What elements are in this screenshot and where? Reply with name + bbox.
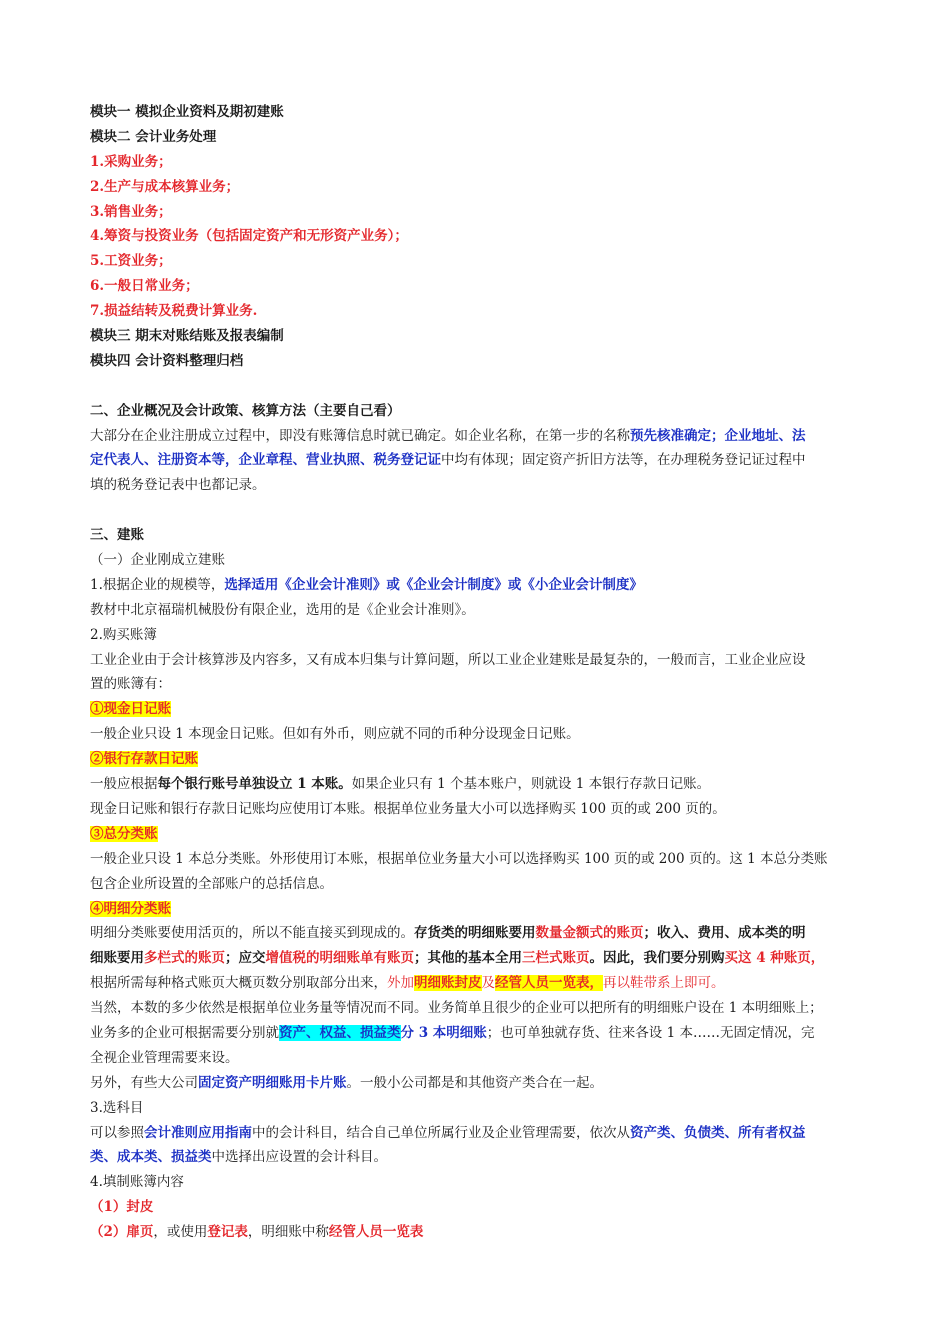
text-run: 资产类、负债类、所有者权益 — [630, 1124, 806, 1141]
paragraph-line: 4.填制账簿内容 — [90, 1174, 184, 1191]
paragraph-line — [90, 1145, 862, 1170]
book2-title: ②银行存款日记账 — [90, 751, 198, 768]
text-run: 定代表人、注册资本等，企业章程、营业执照、税务登记证 — [90, 452, 441, 469]
text-run: 中均有体现；固定资产折旧方法等，在办理税务登记证过程中 — [441, 452, 806, 469]
text-run: （2） — [90, 1224, 127, 1241]
outline-module1: 模块一 模拟企业资料及期初建账 — [90, 104, 284, 120]
text-run: 经管人员一览表 — [328, 1224, 424, 1241]
section3-heading: 三、建账 — [90, 527, 144, 544]
book3-title: ③总分类账 — [90, 825, 158, 842]
text-run: 数量金额式的账页 — [535, 925, 644, 942]
text-run: 增值税的明细账单有账页 — [265, 950, 414, 967]
paragraph-line — [90, 1121, 862, 1146]
paragraph-line: 2.购买账簿 — [90, 626, 157, 643]
text-run: 明细分类账要使用活页的，所以不能直接买到现成的。 — [90, 925, 414, 942]
text-run: 存货类的明细账要用 — [414, 925, 536, 942]
book1-title-line — [90, 697, 862, 722]
outline-item: 5.工资业务； — [90, 253, 172, 270]
text-run: 经管人员一览表， — [495, 975, 603, 992]
text-run: 类、成本类、损益类 — [90, 1149, 212, 1166]
text-run: 分 3 本明细账 — [400, 1024, 487, 1041]
fill-item — [90, 1220, 862, 1245]
paragraph-line — [90, 971, 862, 996]
text-run: 选择适用《企业会计准则》或《企业会计制度》或《小企业会计制度》 — [224, 576, 643, 593]
spacer — [90, 374, 862, 399]
paragraph-line: 当然，本数的多少依然是根据单位业务量等情况而不同。业务简单且很少的企业可以把所有的明细账户设在 1 本明细账上； — [90, 1000, 823, 1017]
paragraph-line: 工业企业由于会计核算涉及内容多，又有成本归集与计算问题，所以工业企业建账是最复杂的，一般而言，工业企业应设 — [90, 651, 806, 668]
text-run: 。一般小公司都是和其他资产类合在一起。 — [346, 1074, 603, 1091]
outline-item: 6.一般日常业务； — [90, 278, 199, 295]
outline-module3: 模块三 期末对账结账及报表编制 — [90, 328, 284, 345]
paragraph-line: 一般企业只设 1 本总分类账。外形使用订本账，根据单位业务量大小可以选择购买 100 页的或 200 页的。这 1 本总分类账 — [90, 850, 828, 867]
text-run: ，明细账中称 — [247, 1224, 329, 1241]
paragraph-line — [90, 1071, 862, 1096]
text-run: 另外，有些大公司 — [90, 1074, 198, 1091]
paragraph-line: 一般企业只设 1 本现金日记账。但如有外币，则应就不同的币种分设现金日记账。 — [90, 726, 580, 743]
text-run: 再以鞋带系上即可。 — [603, 975, 725, 992]
paragraph-line — [90, 1021, 862, 1046]
paragraph-line — [90, 921, 862, 946]
text-run: ；也可单独就存货、往来各设 1 本……无固定情况，完 — [486, 1024, 815, 1041]
section3-subheading: （一）企业刚成立建账 — [90, 552, 225, 569]
text-run: 细账要用 — [90, 950, 144, 967]
text-run: 登记表 — [207, 1224, 248, 1241]
book4-title-line — [90, 897, 862, 922]
text-run: 中选择出应设置的会计科目。 — [211, 1149, 387, 1166]
book2-title-line — [90, 747, 862, 772]
section2-heading: 二、企业概况及会计政策、核算方法（主要自己看） — [90, 402, 401, 419]
section2-paragraph-line: 填的税务登记表中也都记录。 — [90, 477, 266, 494]
text-run: 一般应根据 — [90, 776, 158, 793]
text-run: 明细账封皮 — [414, 975, 482, 992]
outline-item: 3.销售业务； — [90, 203, 172, 220]
text-run: （1） — [90, 1199, 127, 1216]
outline-item: 2.生产与成本核算业务； — [90, 178, 240, 195]
section2-paragraph-line — [90, 424, 862, 449]
outline-item: 1.采购业务； — [90, 153, 172, 170]
text-run: 。因此，我们要分别购 — [589, 950, 725, 967]
text-run: 1.根据企业的规模等， — [90, 576, 225, 593]
text-run: 多栏式的账页 — [144, 950, 225, 967]
paragraph-line: 3.选科目 — [90, 1099, 144, 1116]
spacer — [90, 498, 862, 523]
paragraph-line: 全视企业管理需要来设。 — [90, 1049, 239, 1066]
outline-module4: 模块四 会计资料整理归档 — [90, 352, 244, 369]
text-run: 三栏式账页 — [522, 950, 590, 967]
text-run: 业务多的企业可根据需要分别就 — [90, 1024, 279, 1041]
text-run: 封皮 — [126, 1199, 154, 1216]
paragraph-line: 现金日记账和银行存款日记账均应使用订本账。根据单位业务量大小可以选择购买 100 页的或 200 页的。 — [90, 800, 726, 817]
paragraph-line: 置的账簿有： — [90, 676, 171, 693]
text-run: 固定资产明细账用卡片账 — [198, 1074, 347, 1091]
fill-item — [90, 1195, 862, 1220]
text-run: 大部分在企业注册成立过程中，即没有账簿信息时就已确定。如企业名称，在第一步的名称 — [90, 427, 630, 444]
document-page — [90, 100, 862, 1245]
text-run: 会计准则应用指南 — [144, 1124, 252, 1141]
paragraph-line: 包含企业所设置的全部账户的总括信息。 — [90, 875, 333, 892]
text-run: 买这 4 种账页， — [724, 950, 825, 967]
text-run: 可以参照 — [90, 1124, 144, 1141]
text-run: 外加 — [387, 975, 414, 992]
book1-title: ①现金日记账 — [90, 701, 171, 718]
paragraph-line — [90, 573, 862, 598]
text-run: ，或使用 — [153, 1224, 208, 1241]
text-run: 如果企业只有 1 个基本账户，则就设 1 本银行存款日记账。 — [351, 776, 711, 793]
text-run: 预先核准确定；企业地址、法 — [630, 427, 806, 444]
paragraph-line — [90, 946, 862, 971]
paragraph-line: 教材中北京福瑞机械股份有限企业，选用的是《企业会计准则》。 — [90, 601, 475, 618]
text-run: ；其他的基本全用 — [414, 950, 522, 967]
text-run: 每个银行账号单独设立 1 本账。 — [157, 776, 352, 793]
outline-item: 4.筹资与投资业务（包括固定资产和无形资产业务）； — [90, 228, 408, 245]
text-run: ；应交 — [225, 950, 266, 967]
text-run: 根据所需每种格式账页大概页数分别取部分出来， — [90, 975, 387, 992]
book3-title-line — [90, 822, 862, 847]
text-run: 中的会计科目，结合自己单位所属行业及企业管理需要，依次从 — [252, 1124, 630, 1141]
section2-paragraph-line — [90, 448, 862, 473]
text-run: 扉页 — [126, 1224, 154, 1241]
outline-item: 7.损益结转及税费计算业务. — [90, 303, 258, 320]
text-run: 资产、权益、损益类 — [279, 1024, 401, 1041]
paragraph-line — [90, 772, 862, 797]
text-run: 及 — [481, 975, 495, 992]
outline-module2: 模块二 会计业务处理 — [90, 128, 217, 145]
book4-title: ④明细分类账 — [90, 900, 171, 917]
text-run: ；收入、费用、成本类的明 — [643, 925, 806, 942]
